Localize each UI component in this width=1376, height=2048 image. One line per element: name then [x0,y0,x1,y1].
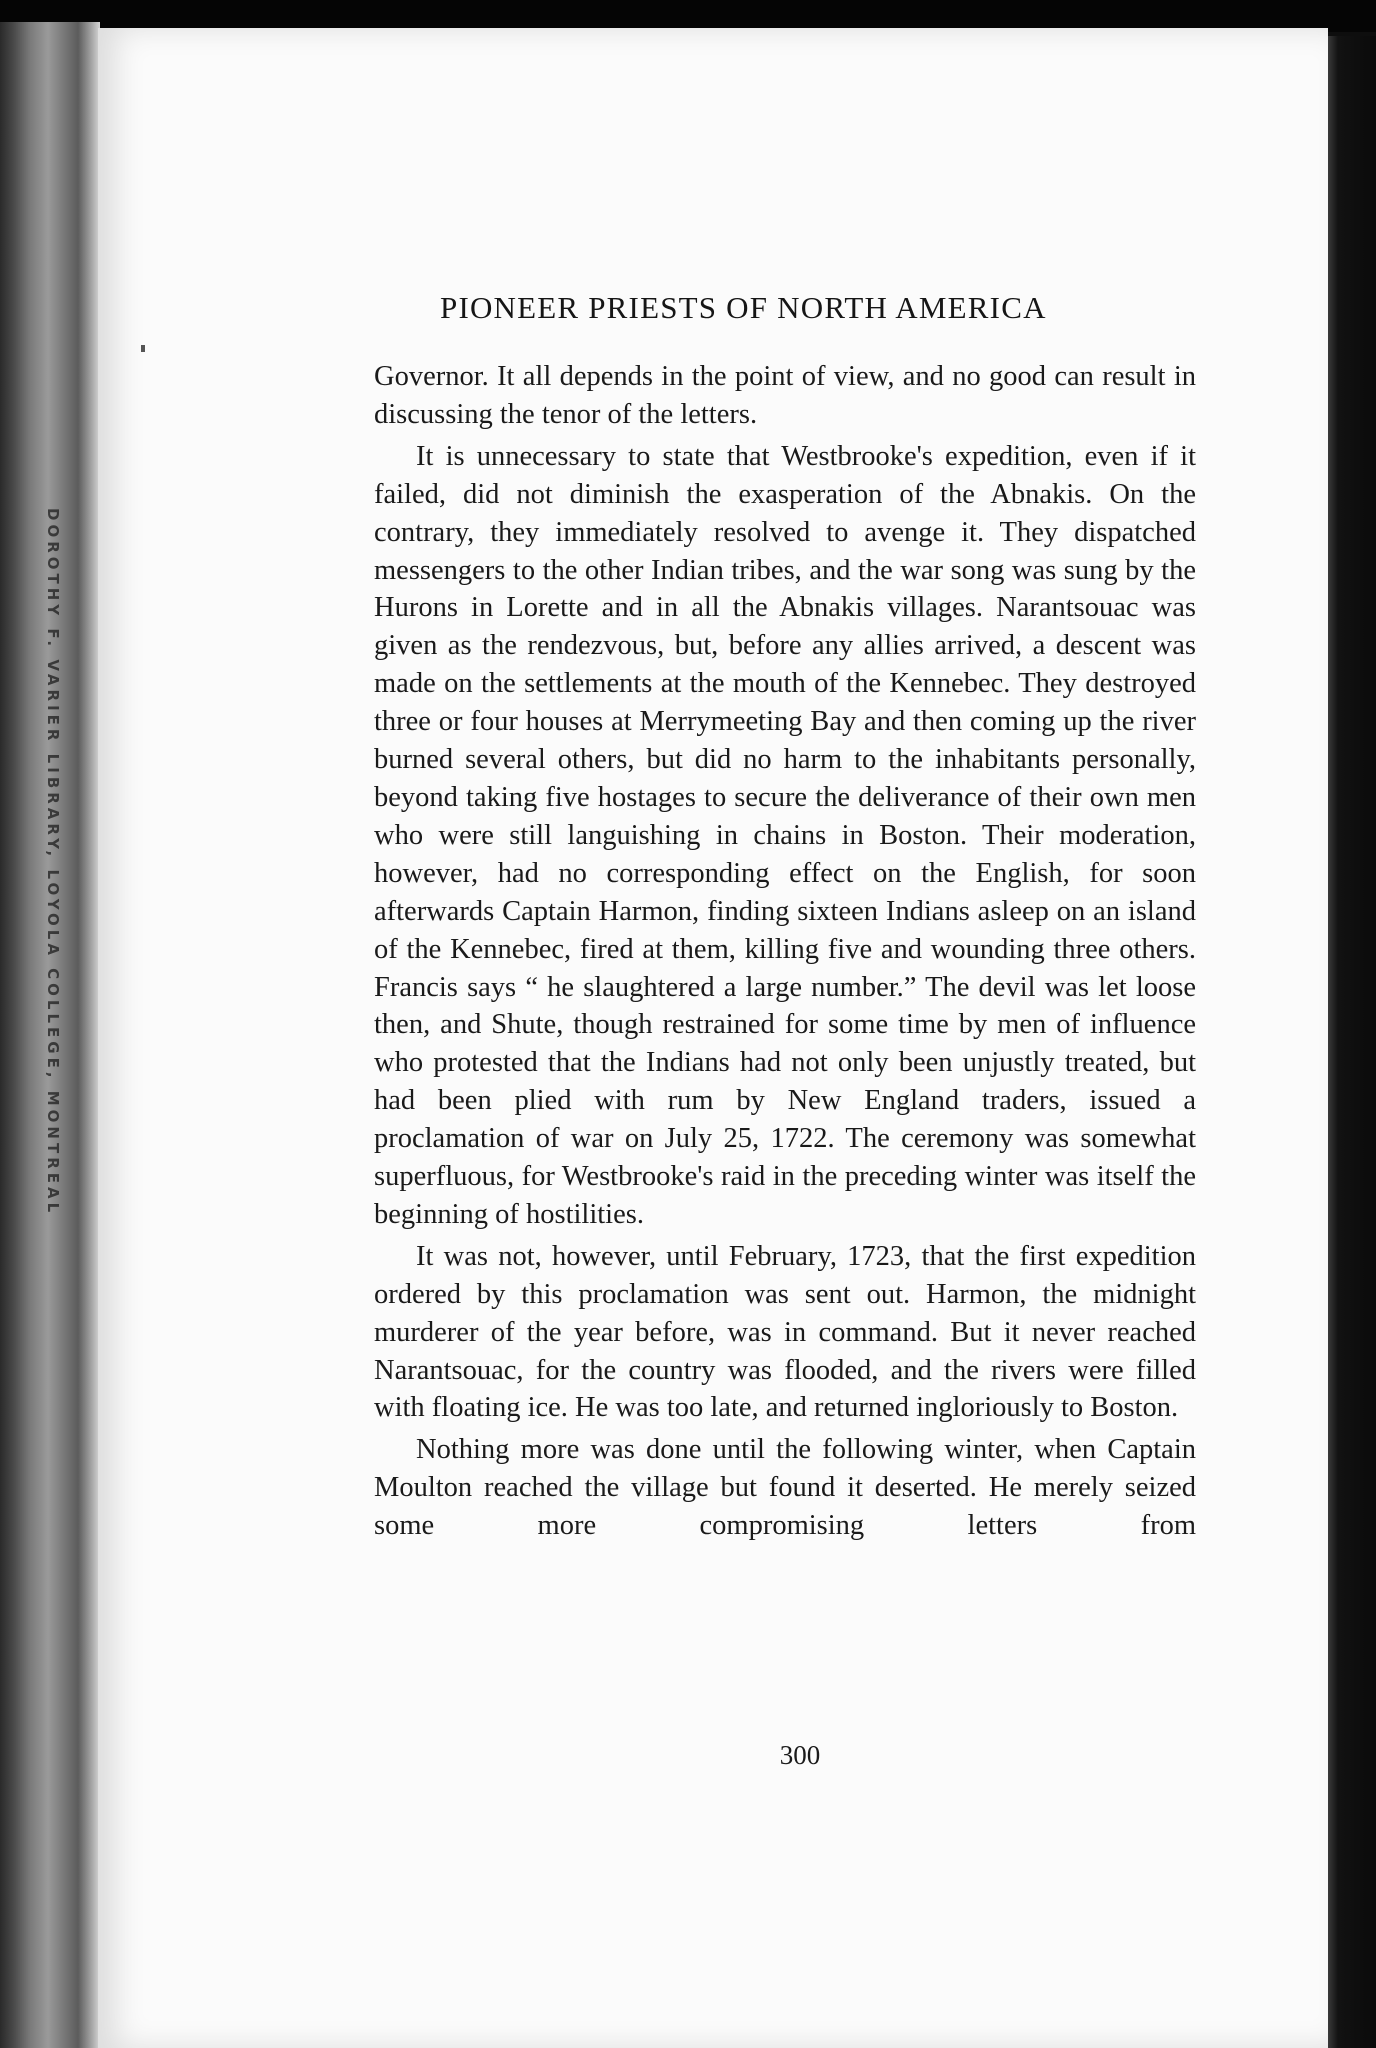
paragraph-4: Nothing more was done until the following winter, when Captain Moulton reached the village but found it deserted. He merely seized some more compromising letters from [374,1434,1196,1542]
spine-library-stamp: DOROTHY F. VARIER LIBRARY, LOYOLA COLLEGE, MONTREAL [44,507,62,1217]
running-head: PIONEER PRIESTS OF NORTH AMERICA [440,290,1047,325]
paragraph-3: It was not, however, until February, 1723, that the first expedition ordered by this proclamation was sent out. Harmon, the midnight murderer of the year before, was in command. But it never reached Narantsouac, for the country was flooded, and the rivers were filled with floating ice. He was too late, and returned ingloriously to Boston. [374,1240,1196,1424]
paragraph-1: Governor. It all depends in the point of view, and no good can result in discussing the tenor of the letters. [374,361,1196,430]
page-edge-shadow [1328,36,1376,2048]
paragraph-2: It is unnecessary to state that Westbrooke's expedition, even if it failed, did not diminish the exasperation of the Abnakis. On the contrary, they immediately resolved to avenge it. They dispatched messengers to the other Indian tribes, and the war song was sung by the Hurons in Lorette and in all the Abnakis villages. Narantsouac was given as the rendezvous, but, before any allies arrived, a descent was made on the settlements at the mouth of the Kennebec. They destroyed three or four houses at Merrymeeting Bay and then coming up the river burned several others, but did no harm to the inhabitants personally, beyond taking five hostages to secure the deliverance of their own men who were still languishing in chains in Boston. Their moderation, however, had no corresponding effect on the English, for soon afterwards Captain Harmon, finding sixteen Indians asleep on an island of the Kennebec, fired at them, killing five and wounding three others. Francis says “ he slaughtered a large number.” The devil was let loose then, and Shute, though restrained for some time by men of influence who protested that the Indians had not only been unjustly treated, but had been plied with rum by New England traders, issued a proclamation of war on July 25, 1722. The ceremony was somewhat superfluous, for Westbrooke's raid in the preceding winter was itself the beginning of hostilities. [374,440,1196,1230]
book-spine [0,22,100,2048]
margin-mark [141,345,145,352]
body-text [374,358,1196,1545]
page-number: 300 [779,1740,821,1770]
